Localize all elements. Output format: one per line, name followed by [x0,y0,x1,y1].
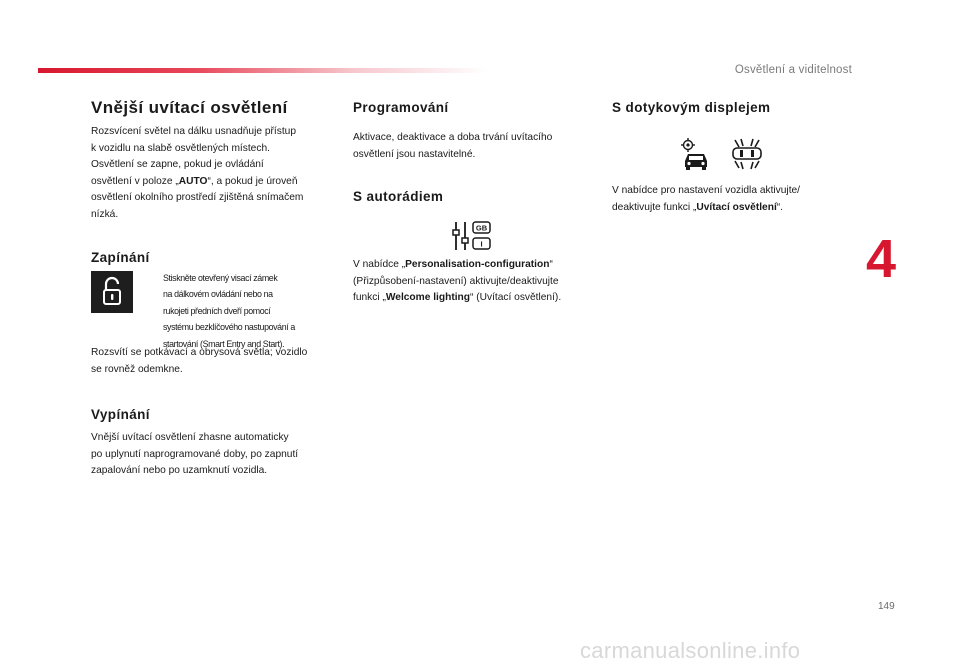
switch-off-heading: Vypínání [91,407,150,422]
radio-instruction: V nabídce „Personalisation-configuration“ (Přizpůsobení-nastavení) aktivujte/deaktivujte funkci „Welcome lighting“ (Uvítací osvětlení). [353,259,562,303]
touchscreen-heading: S dotykovým displejem [612,100,771,115]
switch-off-paragraph: Vnější uvítací osvětlení zhasne automaticky po uplynutí naprogramované doby, po zapnutí zapalování nebo po uzamknutí vozidla. [91,432,299,476]
lighting-menu-icon [730,138,764,175]
svg-text:GB: GB [475,223,488,233]
unlocked-padlock-icon [91,271,133,313]
programming-heading: Programování [353,100,449,115]
touchscreen-instruction: V nabídce pro nastavení vozidla aktivujte/ deaktivujte funkci „Uvítací osvětlení“. [612,185,801,213]
programming-paragraph: Aktivace, deaktivace a doba trvání uvítacího osvětlení jsou nastavitelné. [353,132,553,160]
switch-on-result: Rozsvítí se potkávací a obrysová světla; vozidlo se rovněž odemkne. [91,347,308,375]
chapter-number: 4 [866,229,897,289]
radio-settings-icon [452,219,494,258]
watermark: carmanualsonline.info [580,638,801,663]
svg-text:I: I [480,239,483,249]
radio-heading: S autorádiem [353,189,444,204]
section-header-title: Osvětlení a viditelnost [734,64,852,76]
switch-on-heading: Zapínání [91,250,150,265]
header-accent-bar [38,68,488,73]
page-title: Vnější uvítací osvětlení [91,98,288,117]
page-number: 149 [878,601,895,612]
intro-paragraph: Rozsvícení světel na dálku usnadňuje přístup k vozidlu na slabě osvětlených místech. Osvětlení se zapne, pokud je ovládání osvětlení v poloze „AUTO“, a pokud je úroveň osvětlení okolního prostředí zjištěná snímačem nízká. [91,126,304,220]
switch-on-instruction: Stiskněte otevřený visací zámek na dálkovém ovládání nebo na rukojeti předních dveří pomocí systému bezklíčového nastupování a startování (Smart Entry and Start). [163,273,295,349]
car-settings-icon [680,137,712,176]
